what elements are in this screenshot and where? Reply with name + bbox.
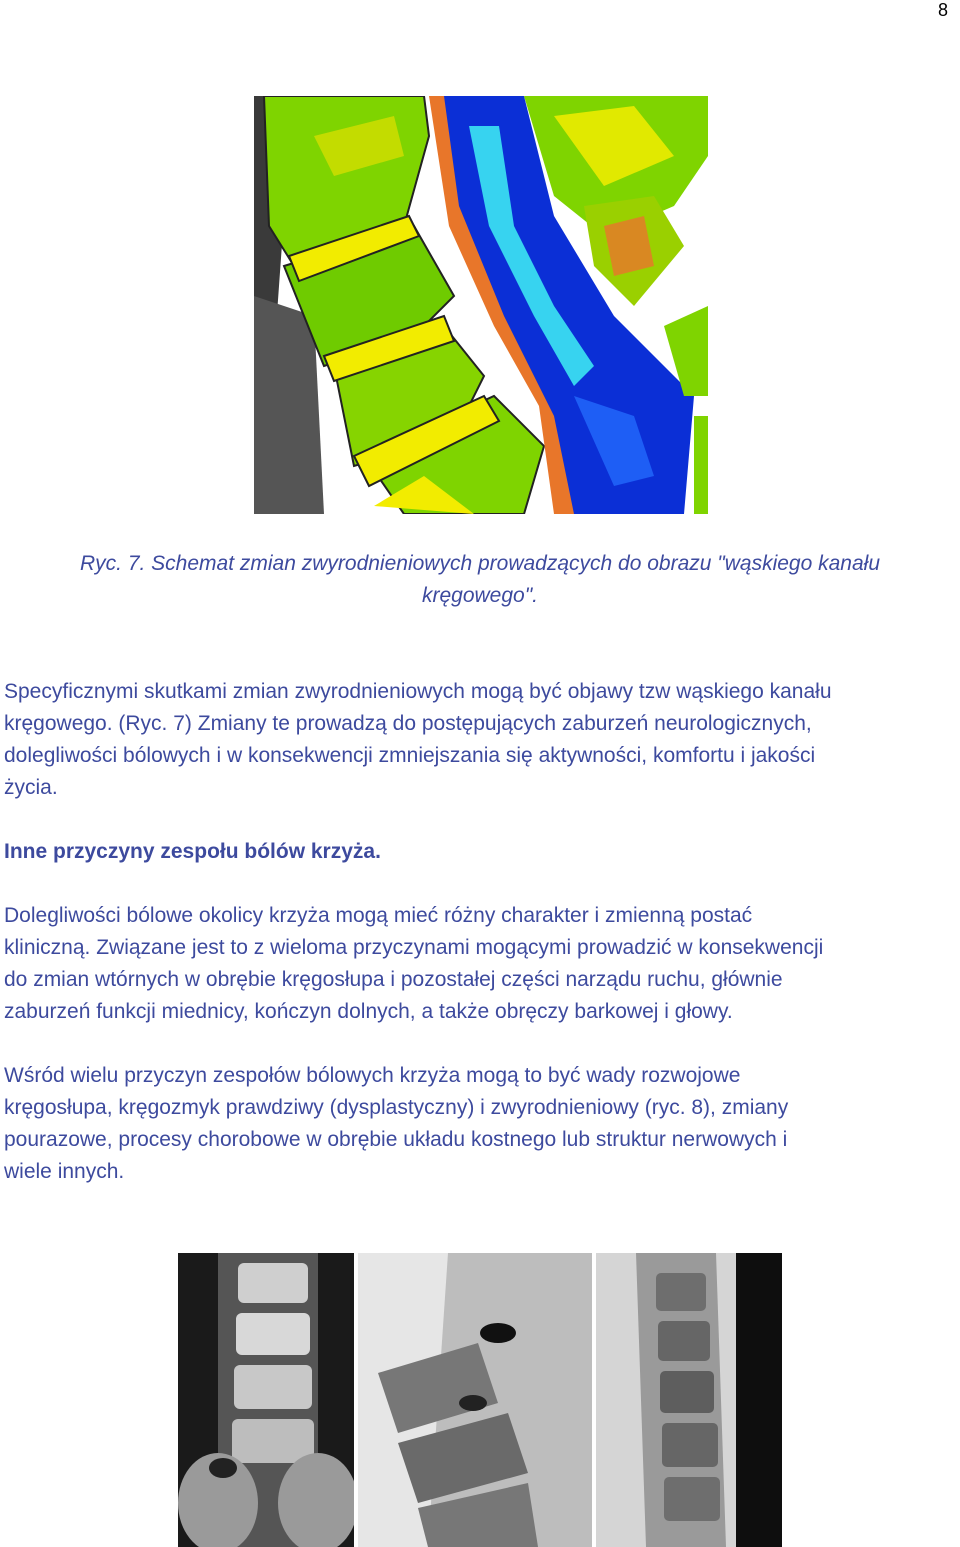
page-number: 8 — [937, 0, 948, 20]
paragraph-line: pourazowe, procesy chorobowe w obrębie układu kostnego lub struktur nerwowych i — [4, 1128, 788, 1151]
figure-7-caption — [0, 548, 960, 612]
paragraph-line: dolegliwości bólowych i w konsekwencji zmniejszania się aktywności, komfortu i jakości — [4, 744, 816, 767]
figure-7-image — [254, 96, 708, 514]
caption-line: Ryc. 7. Schemat zmian zwyrodnieniowych prowadzących do obrazu "wąskiego kanału — [79, 552, 880, 575]
paragraph-pain-character — [4, 900, 954, 1028]
caption-line: kręgowego". — [421, 584, 539, 607]
paragraph-line: kliniczną. Związane jest to z wieloma przyczynami mogącymi prowadzić w konsekwencji — [4, 936, 824, 959]
paragraph-causes — [4, 1060, 954, 1188]
section-heading: Inne przyczyny zespołu bólów krzyża. — [4, 840, 381, 863]
paragraph-line: zaburzeń funkcji miednicy, kończyn dolnych, a także obręczy barkowej i głowy. — [4, 1000, 733, 1023]
paragraph-narrow-canal — [4, 676, 954, 804]
paragraph-line: do zmian wtórnych w obrębie kręgosłupa i pozostałej części narządu ruchu, głównie — [4, 968, 783, 991]
paragraph-line: życia. — [4, 776, 58, 799]
paragraph-line: kręgowego. (Ryc. 7) Zmiany te prowadzą do postępujących zaburzeń neurologicznych, — [4, 712, 812, 735]
paragraph-line: kręgosłupa, kręgozmyk prawdziwy (dysplastyczny) i zwyrodnieniowy (ryc. 8), zmiany — [4, 1096, 789, 1119]
xray-spine-lateral-1 — [358, 1253, 592, 1547]
paragraph-line: Wśród wielu przyczyn zespołów bólowych krzyża mogą to być wady rozwojowe — [4, 1064, 741, 1087]
paragraph-line: Specyficznymi skutkami zmian zwyrodnieniowych mogą być objawy tzw wąskiego kanału — [4, 680, 832, 703]
paragraph-line: wiele innych. — [4, 1160, 125, 1183]
xray-spine-ap — [178, 1253, 354, 1547]
xray-spine-lateral-2 — [596, 1253, 782, 1547]
paragraph-line: Dolegliwości bólowe okolicy krzyża mogą mieć różny charakter i zmienną postać — [4, 904, 753, 927]
